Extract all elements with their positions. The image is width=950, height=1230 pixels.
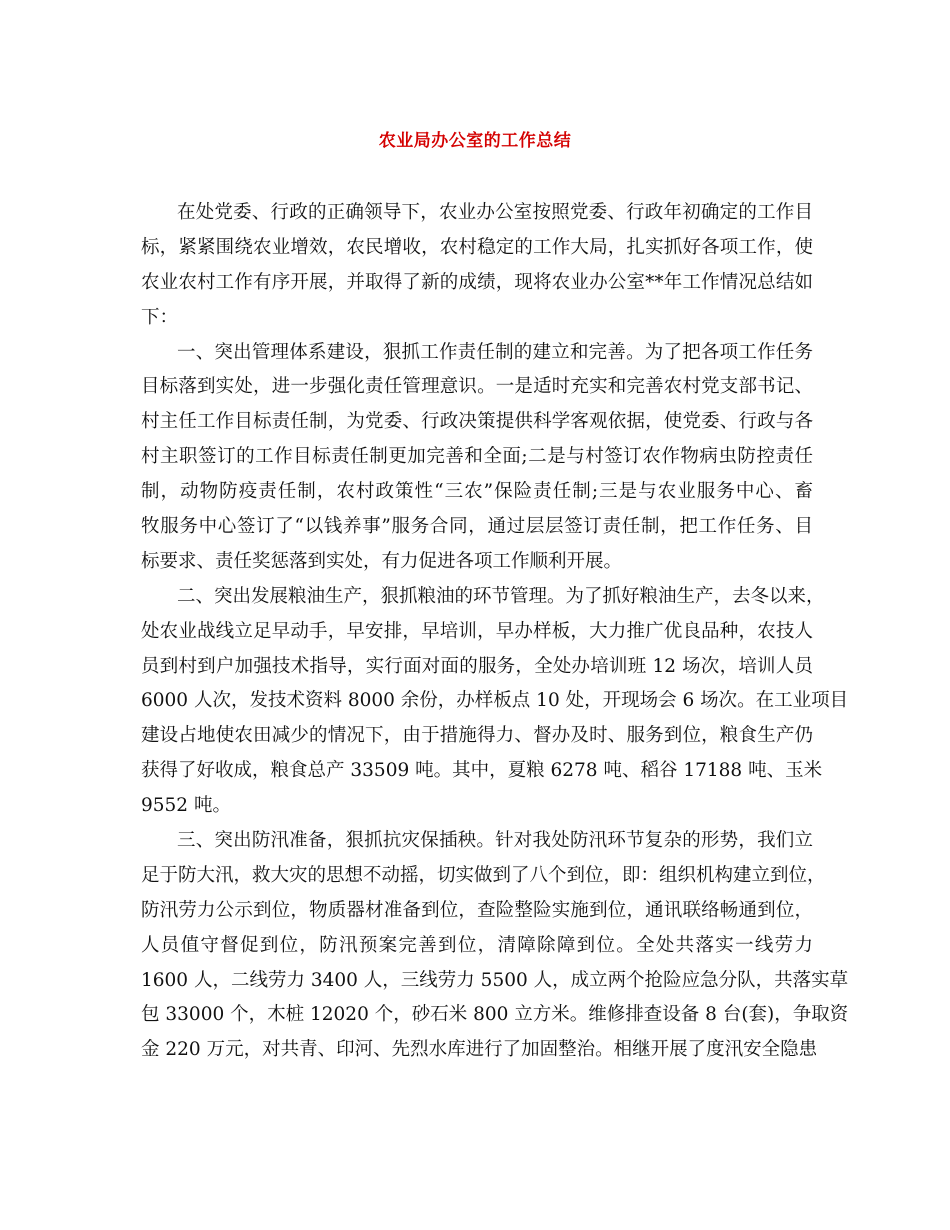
text-line: 1600 人，二线劳力 3400 人，三线劳力 5500 人，成立两个抢险应急分队，共落实草 xyxy=(141,969,849,991)
text-line: 村主职签订的工作目标责任制更加完善和全面;二是与村签订农作物病虫防控责任 xyxy=(141,446,813,468)
text-line: 二、突出发展粮油生产，狠抓粮油的环节管理。为了抓好粮油生产，去冬以来， xyxy=(177,585,825,607)
text-line: 一、突出管理体系建设，狠抓工作责任制的建立和完善。为了把各项工作任务 xyxy=(177,341,813,363)
document-title: 农业局办公室的工作总结 xyxy=(378,131,572,151)
text-line: 金 220 万元，对共青、印河、先烈水库进行了加固整治。相继开展了度汛安全隐患 xyxy=(141,1039,818,1061)
text-line: 目标落到实处，进一步强化责任管理意识。一是适时充实和完善农村党支部书记、 xyxy=(141,376,813,398)
text-line: 足于防大汛，救大灾的思想不动摇，切实做到了八个到位，即：组织机构建立到位， xyxy=(141,864,826,886)
text-line: 在处党委、行政的正确领导下，农业办公室按照党委、行政年初确定的工作目 xyxy=(177,202,813,223)
document-body xyxy=(141,196,849,1068)
text-line: 村主任工作目标责任制，为党委、行政决策提供科学客观依据，使党委、行政与各 xyxy=(141,411,813,433)
text-line: 下： xyxy=(141,306,179,328)
paragraph-section-one xyxy=(141,336,813,580)
text-line: 标要求、责任奖惩落到实处，有力促进各项工作顺利开展。 xyxy=(141,550,623,572)
paragraph-intro xyxy=(141,196,813,336)
text-line: 牧服务中心签订了“以钱养事”服务合同，通过层层签订责任制，把工作任务、目 xyxy=(141,516,813,538)
text-line: 三、突出防汛准备，狠抓抗灾保插秧。针对我处防汛环节复杂的形势，我们立 xyxy=(177,830,813,852)
paragraph-section-two xyxy=(141,580,849,824)
text-line: 制，动物防疫责任制，农村政策性“三农”保险责任制;三是与农业服务中心、畜 xyxy=(141,481,813,503)
text-line: 员到村到户加强技术指导，实行面对面的服务，全处办培训班 12 场次，培训人员 xyxy=(141,655,813,677)
text-line: 建设占地使农田减少的情况下，由于措施得力、督办及时、服务到位，粮食生产仍 xyxy=(141,725,813,747)
text-line: 标，紧紧围绕农业增效，农民增收，农村稳定的工作大局，扎实抓好各项工作，使 xyxy=(141,236,813,258)
text-line: 9552 吨。 xyxy=(141,795,231,817)
text-line: 获得了好收成，粮食总产 33509 吨。其中，夏粮 6278 吨、稻谷 17188 吨、玉米 xyxy=(141,760,823,782)
text-line: 防汛劳力公示到位，物质器材准备到位，查险整险实施到位，通讯联络畅通到位， xyxy=(141,899,813,921)
text-line: 农业农村工作有序开展，并取得了新的成绩，现将农业办公室**年工作情况总结如 xyxy=(141,271,813,293)
text-line: 处农业战线立足早动手，早安排，早培训，早办样板，大力推广优良品种，农技人 xyxy=(141,620,813,642)
text-line: 包 33000 个，木桩 12020 个，砂石米 800 立方米。维修排查设备 8 台(套)，争取资 xyxy=(141,1004,849,1026)
text-line: 6000 人次，发技术资料 8000 余份，办样板点 10 处，开现场会 6 场次。在工业项目 xyxy=(141,690,849,712)
paragraph-section-three xyxy=(141,824,849,1068)
text-line: 人员值守督促到位，防汛预案完善到位，清障除障到位。全处共落实一线劳力 xyxy=(141,934,813,956)
